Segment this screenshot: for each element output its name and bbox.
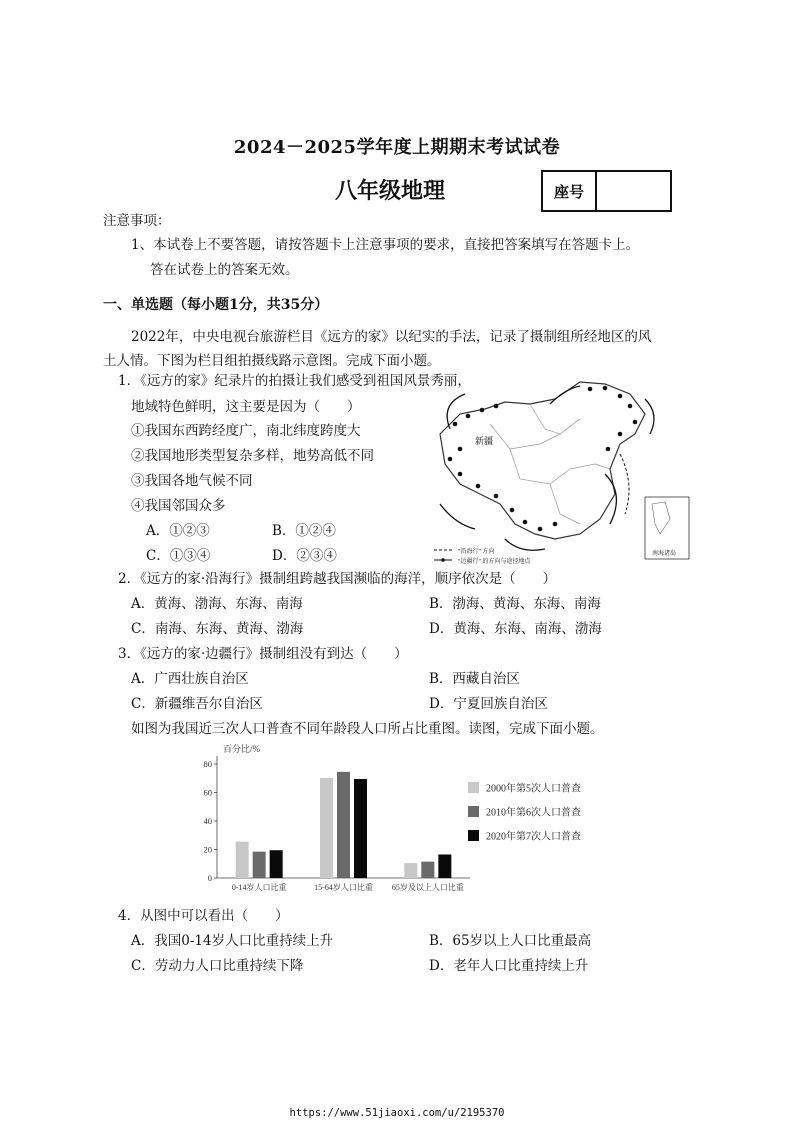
q3-stem: 3．《远方的家·边疆行》摄制组没有到达（ ）	[118, 646, 408, 662]
legend-label: 2010年第6次人口普查	[486, 807, 581, 819]
q4-stem: 4．从图中可以看出（ ）	[118, 908, 289, 924]
population-chart	[195, 740, 615, 900]
notice-item-1-cont: 答在试卷上的答案无效。	[150, 262, 299, 278]
passage-1-line-2: 土人情。下图为栏目组拍摄线路示意图。完成下面小题。	[103, 353, 441, 369]
y-tick-label: 40	[203, 816, 212, 826]
q3-option-a[interactable]: A．广西壮族自治区	[131, 671, 249, 687]
seat-number-box[interactable]	[541, 170, 672, 212]
y-axis-label: 百分比/%	[223, 744, 260, 754]
bar	[421, 862, 434, 878]
q1-stem-line-2: 地域特色鲜明，这主要是因为（ ）	[131, 399, 361, 415]
q3-option-b[interactable]: B．西藏自治区	[429, 671, 520, 687]
y-tick-label: 60	[203, 787, 212, 798]
bar	[404, 863, 417, 878]
q1-statement-2: ②我国地形类型复杂多样，地势高低不同	[131, 448, 374, 464]
map-legend-border: "边疆行" 的方向与途径地点	[458, 559, 531, 565]
bar	[337, 772, 350, 878]
legend-label: 2000年第5次人口普查	[486, 783, 581, 795]
q1-statement-4: ④我国邻国众多	[131, 498, 226, 514]
exam-title: 2024－2025学年度上期期末考试试卷	[233, 137, 561, 158]
section-heading: 一、单选题（每小题1分，共35分）	[103, 297, 329, 313]
q1-option-b[interactable]: B．①②④	[272, 523, 336, 539]
legend-label: 2020年第7次人口普查	[486, 831, 581, 843]
y-tick-label: 20	[203, 844, 212, 855]
notice-heading: 注意事项：	[103, 213, 171, 229]
q3-option-d[interactable]: D．宁夏回族自治区	[429, 696, 548, 712]
bar	[253, 852, 266, 878]
q2-option-b[interactable]: B．渤海、黄海、东海、南海	[429, 596, 601, 612]
q3-option-c[interactable]: C．新疆维吾尔自治区	[131, 696, 263, 712]
q1-option-d[interactable]: D．②③④	[272, 548, 337, 564]
footer-url[interactable]: https://www.51jiaoxi.com/u/2195370	[289, 1107, 505, 1119]
map-legend-coastal: "沿海行" 方向	[458, 549, 495, 555]
x-tick-label: 0-14岁人口比重	[231, 883, 287, 892]
legend-swatch	[468, 806, 479, 817]
q4-option-d[interactable]: D．老年人口比重持续上升	[429, 958, 589, 974]
q1-option-a[interactable]: A．①②③	[146, 523, 210, 539]
legend-swatch	[468, 830, 479, 841]
y-tick-label: 80	[203, 759, 212, 769]
bar	[354, 779, 367, 878]
legend-swatch	[468, 782, 479, 793]
route-map-graphic	[430, 374, 695, 566]
q2-option-a[interactable]: A．黄海、渤海、东海、南海	[131, 596, 303, 612]
passage-2: 如图为我国近三次人口普查不同年龄段人口所占比重图。读图，完成下面小题。	[131, 721, 604, 737]
region-label-xinjiang: 新疆	[475, 436, 494, 446]
exam-subtitle: 八年级地理	[335, 178, 446, 204]
q2-option-d[interactable]: D．黄海、东海、南海、渤海	[429, 621, 602, 637]
bar	[236, 842, 249, 878]
q1-statement-1: ①我国东西跨经度广，南北纬度跨度大	[131, 423, 361, 439]
q4-option-b[interactable]: B．65岁以上人口比重最高	[429, 933, 592, 949]
population-chart-svg	[195, 740, 615, 900]
bar	[270, 850, 283, 878]
passage-1-line-1: 2022年，中央电视台旅游栏目《远方的家》以纪实的手法，记录了摄制组所经地区的风	[131, 329, 652, 345]
x-tick-label: 65岁及以上人口比重	[391, 883, 464, 892]
y-tick-label: 0	[207, 873, 212, 883]
bar	[438, 854, 451, 878]
route-dots	[448, 386, 638, 532]
notice-item-1: 1、本试卷上不要答题，请按答题卡上注意事项的要求，直接把答案填写在答题卡上。	[131, 237, 640, 253]
route-map	[430, 374, 695, 566]
q4-option-c[interactable]: C．劳动力人口比重持续下降	[131, 958, 304, 974]
province-lines	[490, 404, 610, 524]
seat-number-label: 座号	[543, 172, 597, 210]
q1-stem-line-1: 1．《远方的家》纪录片的拍摄让我们感受到祖国风景秀丽，	[118, 373, 471, 389]
x-tick-label: 15-64岁人口比重	[314, 883, 373, 892]
q2-stem: 2．《远方的家·沿海行》摄制组跨越我国濒临的海洋，顺序依次是（ ）	[118, 571, 557, 587]
map-inset-label: 南海诸岛	[652, 551, 677, 557]
q1-statement-3: ③我国各地气候不同	[131, 473, 253, 489]
q2-option-c[interactable]: C．南海、东海、黄海、渤海	[131, 621, 304, 637]
q1-option-c[interactable]: C．①③④	[146, 548, 211, 564]
q4-option-a[interactable]: A．我国0-14岁人口比重持续上升	[131, 933, 334, 949]
route-arrows	[440, 386, 654, 550]
bar	[320, 778, 333, 878]
